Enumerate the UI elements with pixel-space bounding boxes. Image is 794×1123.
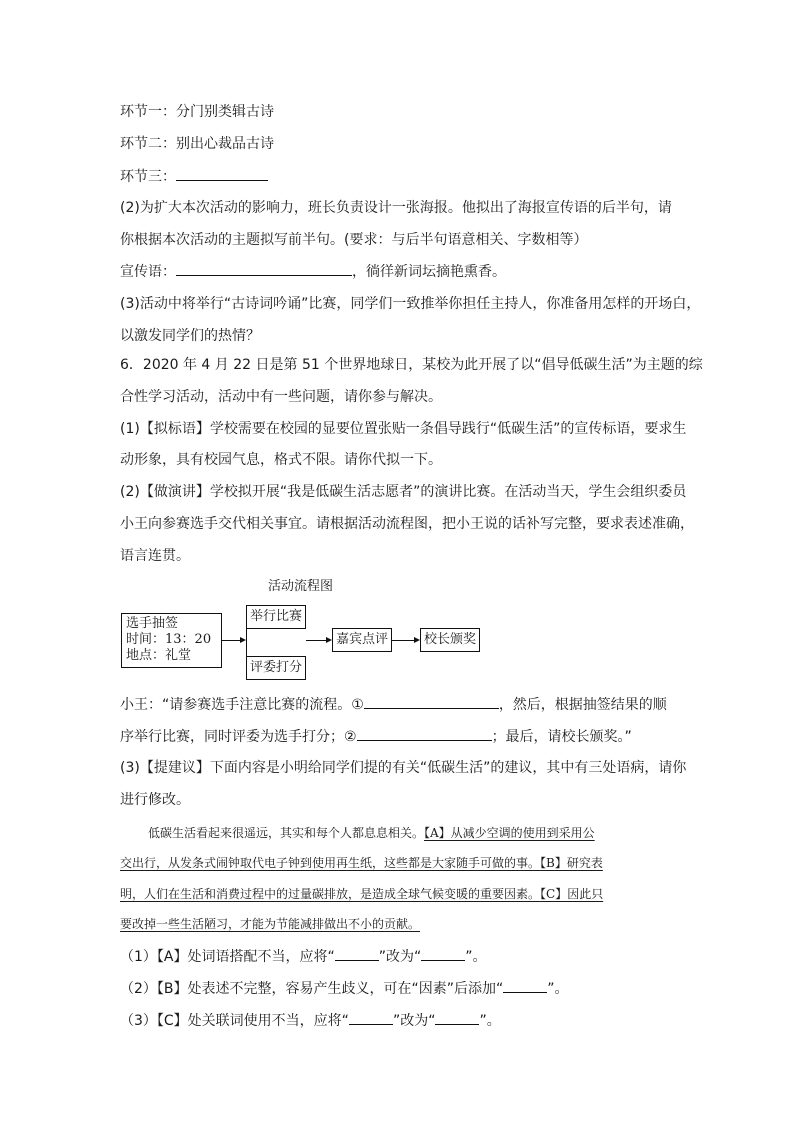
fix-a-text-2: ”改为“ bbox=[378, 949, 422, 965]
fix-a-line bbox=[120, 946, 487, 967]
question-3-line-1: (3)活动中将举行“古诗词吟诵”比赛，同学们一致推举你担任主持人，你准备用怎样的开场白， bbox=[120, 296, 701, 312]
judge-score-label: 评委打分 bbox=[249, 660, 302, 675]
question-2-line-1: (2)为扩大本次活动的影响力，班长负责设计一张海报。他拟出了海报宣传语的后半句，请 bbox=[120, 200, 672, 216]
sub-2-line-3: 语言连贯。 bbox=[120, 548, 190, 564]
passage-text: 低碳生活看起来很遥远，其实和每个人都息息相关。 bbox=[148, 826, 425, 840]
passage-underlined-a: 【A】从减少空调的使用到采用公 bbox=[424, 826, 595, 840]
question-2-line-2: 你根据本次活动的主题拟写前半句。(要求：与后半句语意相关、字数相等） bbox=[120, 232, 588, 248]
flow-box-award bbox=[420, 628, 480, 652]
fix-c-text-2: ”改为“ bbox=[392, 1013, 436, 1029]
passage-line-3 bbox=[120, 884, 603, 904]
passage-line-4: 要改掉一些生活陋习，才能为节能减排做出不小的贡献。 bbox=[120, 917, 421, 931]
arrow-right-icon bbox=[222, 640, 244, 641]
slogan-label: 宣传语： bbox=[120, 264, 176, 280]
answer-blank bbox=[503, 978, 547, 993]
answer-blank bbox=[435, 1010, 479, 1025]
step-three-label: 环节三： bbox=[120, 169, 176, 185]
flow-box-judge-score bbox=[246, 656, 306, 680]
xiaowang-text-3: 序举行比赛，同时评委为选手打分；② bbox=[120, 729, 357, 745]
passage-line-2 bbox=[120, 853, 603, 873]
question-6-line-1: 6．2020 年 4 月 22 日是第 51 个世界地球日，某校为此开展了以“倡导低碳生活”为主题的综 bbox=[120, 357, 703, 373]
arrow-right-icon bbox=[392, 640, 418, 641]
flow-box-draw-lots bbox=[121, 613, 222, 668]
sub-3-line-2: 进行修改。 bbox=[120, 792, 190, 808]
answer-blank bbox=[421, 946, 465, 961]
fix-a-text-3: ”。 bbox=[465, 949, 487, 965]
slogan-line bbox=[120, 261, 506, 282]
answer-blank bbox=[176, 261, 352, 276]
passage-underlined-b: 【B】研究表 bbox=[540, 856, 603, 870]
question-6-line-2: 合性学习活动，活动中有一些问题，请你参与解决。 bbox=[120, 389, 442, 405]
xiaowang-text-2: ，然后，根据抽签结果的顺 bbox=[498, 697, 667, 713]
fix-a-text: （1）【A】处词语搭配不当，应将“ bbox=[120, 949, 335, 965]
answer-blank bbox=[176, 166, 268, 181]
question-3-line-2: 以激发同学们的热情？ bbox=[120, 328, 260, 344]
answer-blank bbox=[357, 726, 492, 741]
flowchart-title: 活动流程图 bbox=[268, 579, 334, 594]
sub-1-line-2: 动形象，具有校园气息，格式不限。请你代拟一下。 bbox=[120, 452, 442, 468]
sub-3-line-1: (3)【提建议】下面内容是小明给同学们提的有关“低碳生活”的建议，其中有三处语病，请你 bbox=[120, 760, 687, 776]
passage-underlined-c: 【C】因此只 bbox=[540, 887, 604, 901]
fix-b-line bbox=[120, 978, 569, 999]
passage-underlined-a2: 交出行，从发条式闹钟取代电子钟到使用再生纸，这些都是大家随手可做的事。 bbox=[120, 856, 541, 870]
passage-line-1 bbox=[148, 823, 595, 843]
draw-lots-place: 地点：礼堂 bbox=[126, 648, 192, 663]
xiaowang-line-1 bbox=[120, 694, 667, 715]
sub-2-line-1: (2)【做演讲】学校拟开展“我是低碳生活志愿者”的演讲比赛。在活动当天，学生会组织委员 bbox=[120, 484, 687, 500]
sub-2-line-2: 小王向参赛选手交代相关事宜。请根据活动流程图，把小王说的话补写完整，要求表述准确， bbox=[120, 516, 694, 532]
draw-lots-time: 时间：13：20 bbox=[126, 632, 212, 647]
fix-c-text-3: ”。 bbox=[479, 1013, 501, 1029]
arrow-right-icon bbox=[306, 640, 330, 641]
answer-blank bbox=[349, 1010, 393, 1025]
slogan-tail: ，徜徉新词坛摘艳熏香。 bbox=[352, 264, 506, 280]
sub-1-line-1: (1)【拟标语】学校需要在校园的显要位置张贴一条倡导践行“低碳生活”的宣传标语，要求生 bbox=[120, 421, 687, 437]
step-one-line: 环节一：分门别类辑古诗 bbox=[120, 104, 274, 120]
fix-b-text-2: ”。 bbox=[547, 981, 569, 997]
fix-b-text: （2）【B】处表述不完整，容易产生歧义，可在“因素”后添加“ bbox=[120, 981, 504, 997]
answer-blank bbox=[364, 694, 499, 709]
step-three-line bbox=[120, 166, 268, 187]
xiaowang-text-1: 小王：“请参赛选手注意比赛的流程。① bbox=[120, 697, 364, 713]
guest-review-label: 嘉宾点评 bbox=[335, 632, 388, 647]
hold-match-label: 举行比赛 bbox=[249, 609, 302, 624]
flow-box-hold-match bbox=[246, 605, 306, 629]
draw-lots-label: 选手抽签 bbox=[126, 616, 179, 631]
fix-c-line bbox=[120, 1010, 501, 1031]
step-two-line: 环节二：别出心裁品古诗 bbox=[120, 136, 274, 152]
award-label: 校长颁奖 bbox=[423, 632, 476, 647]
passage-underlined-b2: 明，人们在生活和消费过程中的过量碳排放，是造成全球气候变暖的重要因素。 bbox=[120, 887, 541, 901]
fix-c-text: （3）【C】处关联词使用不当，应将“ bbox=[120, 1013, 349, 1029]
answer-blank bbox=[335, 946, 379, 961]
flow-box-guest-review bbox=[332, 628, 392, 652]
xiaowang-text-4: ；最后，请校长颁奖。” bbox=[491, 729, 632, 745]
xiaowang-line-2 bbox=[120, 726, 632, 747]
